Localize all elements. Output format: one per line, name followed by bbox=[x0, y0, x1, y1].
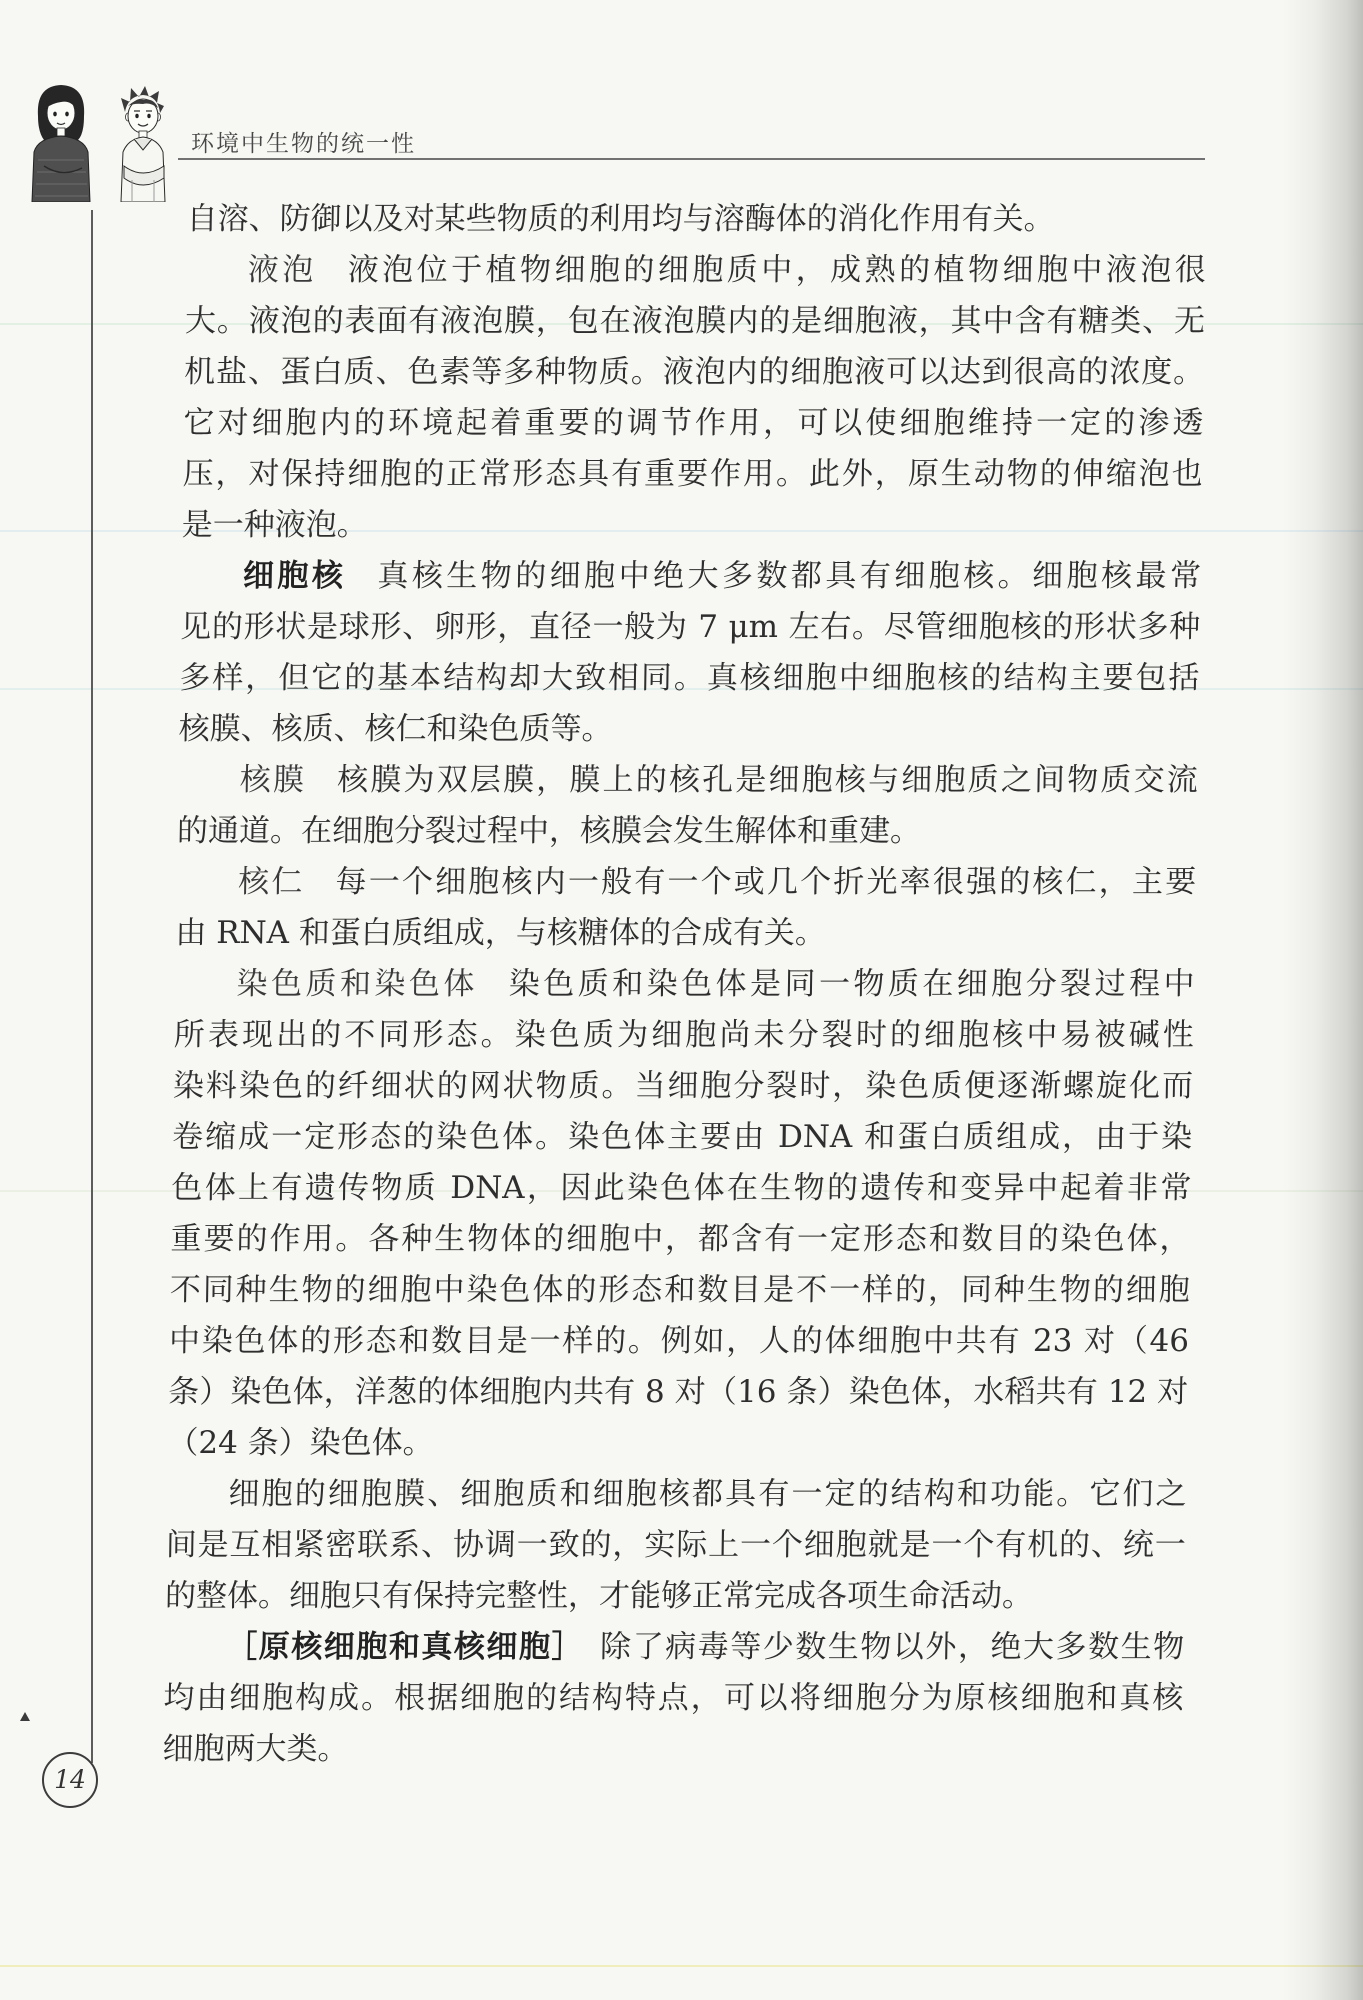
paragraph-nucleus bbox=[178, 551, 1201, 755]
paragraph-heading: ［原核细胞和真核细胞］ bbox=[225, 1629, 585, 1665]
paragraph-heading: 细胞核 bbox=[242, 558, 347, 594]
paragraph-heading: 核膜 bbox=[239, 762, 307, 798]
text-line bbox=[181, 551, 1202, 602]
girl-figure bbox=[32, 85, 90, 202]
text-line: 重要的作用。各种生物体的细胞中，都含有一定形态和数目的染色体， bbox=[170, 1221, 1191, 1257]
text-line: 机盐、蛋白质、色素等多种物质。液泡内的细胞液可以达到很高的浓度。 bbox=[183, 354, 1205, 390]
text-run: 除了病毒等少数生物以外，绝大多数生物 bbox=[599, 1629, 1185, 1665]
boy-figure bbox=[121, 86, 165, 202]
text-line: 间是互相紧密联系、协调一致的，实际上一个细胞就是一个有机的、统一 bbox=[165, 1527, 1187, 1563]
text-line: 是一种液泡。 bbox=[181, 507, 369, 543]
text-line: 大。液泡的表面有液泡膜，包在液泡膜内的是细胞液，其中含有糖类、无 bbox=[184, 303, 1206, 339]
text-run: 染色质和染色体是同一物质在细胞分裂过程中 bbox=[508, 966, 1195, 1002]
header-rule bbox=[178, 158, 1205, 160]
text-line: 核膜、核质、核仁和染色质等。 bbox=[178, 711, 613, 747]
paragraph-chromatin-chromosome bbox=[167, 959, 1195, 1469]
text-run: 液泡位于植物细胞的细胞质中，成熟的植物细胞中液泡很 bbox=[347, 252, 1207, 288]
paragraph-lysosome-continued bbox=[186, 194, 1207, 245]
page-gutter-shadow bbox=[1283, 0, 1363, 2000]
text-line: 均由细胞构成。根据细胞的结构特点，可以将细胞分为原核细胞和真核 bbox=[163, 1680, 1184, 1716]
paragraph-heading: 核仁 bbox=[237, 864, 305, 900]
text-line: 所表现出的不同形态。染色质为细胞尚未分裂时的细胞核中易被碱性 bbox=[173, 1017, 1195, 1053]
text-line: 自溶、防御以及对某些物质的利用均与溶酶体的消化作用有关。 bbox=[186, 201, 1055, 237]
text-line: 色体上有遗传物质 DNA，因此染色体在生物的遗传和变异中起着非常 bbox=[171, 1170, 1192, 1206]
text-line: 中染色体的形态和数目是一样的。例如，人的体细胞中共有 23 对（46 bbox=[168, 1323, 1190, 1359]
text-line: 多样，但它的基本结构却大致相同。真核细胞中细胞核的结构主要包括 bbox=[179, 660, 1200, 696]
header-illustration bbox=[24, 82, 168, 202]
paragraph-prokaryote-eukaryote bbox=[162, 1622, 1184, 1775]
paragraph-heading: 液泡 bbox=[247, 252, 318, 288]
text-line: 由 RNA 和蛋白质组成，与核糖体的合成有关。 bbox=[175, 915, 827, 951]
body-text bbox=[162, 194, 1207, 1775]
paragraph-heading: 染色质和染色体 bbox=[236, 966, 479, 1002]
running-head-title: 环境中生物的统一性 bbox=[191, 131, 416, 157]
text-line bbox=[177, 755, 1198, 806]
text-run: 真核生物的细胞中绝大多数都具有细胞核。细胞核最常 bbox=[377, 558, 1202, 594]
text-run: 每一个细胞核内一般有一个或几个折光率很强的核仁，主要 bbox=[335, 864, 1197, 900]
paragraph-cell-integrity bbox=[165, 1469, 1187, 1622]
text-line: 的整体。细胞只有保持完整性，才能够正常完成各项生命活动。 bbox=[164, 1578, 1034, 1614]
text-line: 细胞两大类。 bbox=[162, 1731, 349, 1767]
text-line: 压，对保持细胞的正常形态具有重要作用。此外，原生动物的伸缩泡也 bbox=[182, 456, 1203, 492]
paragraph-vacuole bbox=[181, 245, 1206, 551]
page-number: 14 bbox=[42, 1752, 98, 1808]
text-line bbox=[176, 857, 1197, 908]
text-line bbox=[164, 1622, 1185, 1673]
text-line: 它对细胞内的环境起着重要的调节作用，可以使细胞维持一定的渗透 bbox=[183, 405, 1204, 441]
text-line: （24 条）染色体。 bbox=[167, 1425, 434, 1461]
text-line: 条）染色体，洋葱的体细胞内共有 8 对（16 条）染色体，水稻共有 12 对 bbox=[167, 1374, 1189, 1410]
text-line: 细胞的细胞膜、细胞质和细胞核都具有一定的结构和功能。它们之 bbox=[228, 1476, 1187, 1512]
text-line: 见的形状是球形、卵形，直径一般为 7 μm 左右。尽管细胞核的形状多种 bbox=[179, 609, 1201, 645]
paragraph-nucleolus bbox=[175, 857, 1197, 959]
text-run: 核膜为双层膜，膜上的核孔是细胞核与细胞质之间物质交流 bbox=[336, 762, 1199, 798]
scan-artifact-line bbox=[0, 1965, 1363, 1967]
margin-rule bbox=[91, 210, 93, 1763]
text-line bbox=[185, 245, 1206, 296]
text-line: 的通道。在细胞分裂过程中，核膜会发生解体和重建。 bbox=[176, 813, 922, 849]
text-line: 染料染色的纤细状的网状物质。当细胞分裂时，染色质便逐渐螺旋化而 bbox=[172, 1068, 1194, 1104]
text-line: 不同种生物的细胞中染色体的形态和数目是不一样的，同种生物的细胞 bbox=[169, 1272, 1191, 1308]
text-line: 卷缩成一定形态的染色体。染色体主要由 DNA 和蛋白质组成，由于染 bbox=[171, 1119, 1193, 1155]
text-line bbox=[174, 959, 1195, 1010]
paragraph-nuclear-envelope bbox=[177, 755, 1199, 857]
margin-mark bbox=[20, 1712, 30, 1721]
